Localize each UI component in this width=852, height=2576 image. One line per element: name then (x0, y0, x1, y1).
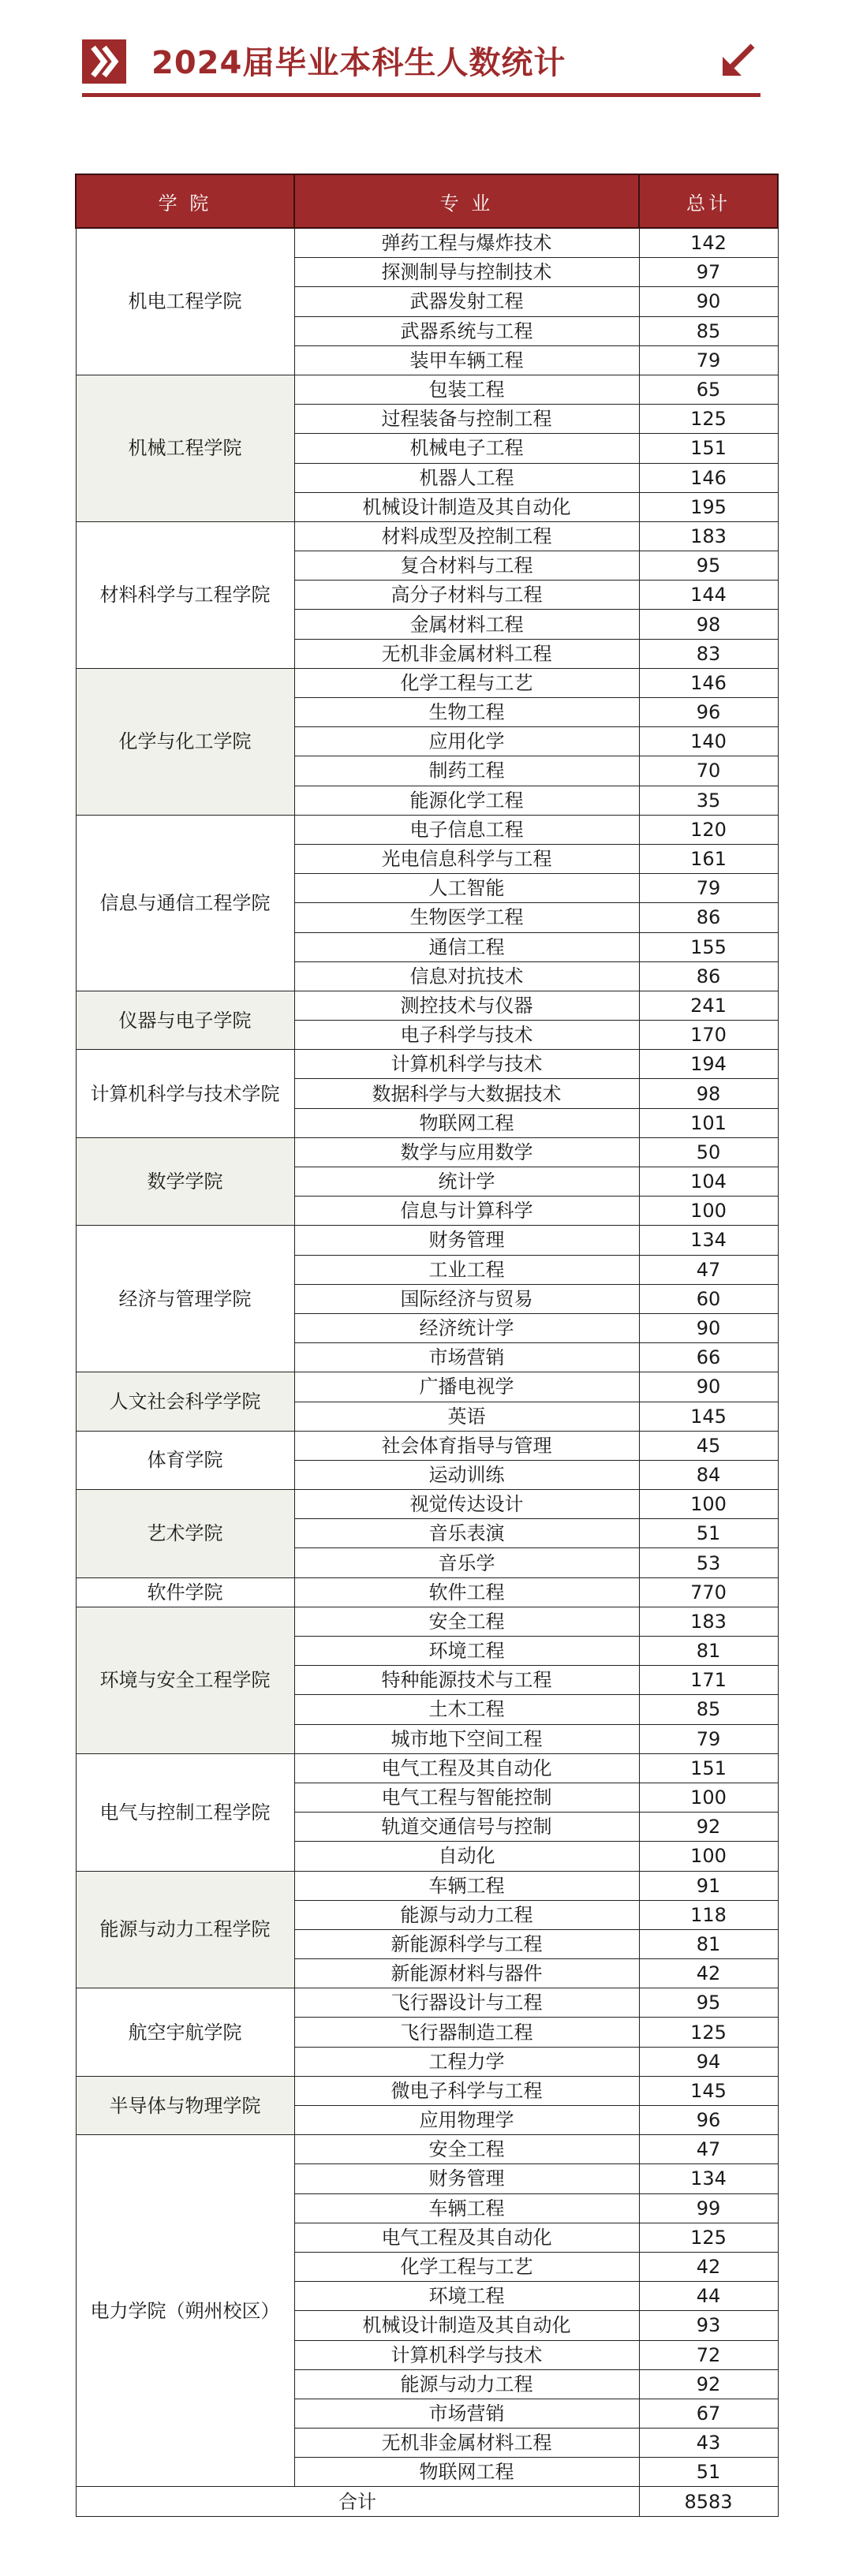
table-body (76, 228, 778, 2516)
double-chevron-right-icon (82, 39, 126, 84)
table-row (76, 1050, 778, 1079)
major-cell: 能源与动力工程 (294, 2369, 639, 2399)
total-value: 8583 (639, 2487, 778, 2516)
college-cell: 软件学院 (76, 1577, 294, 1607)
major-cell: 应用物理学 (294, 2106, 639, 2135)
major-cell: 探测制导与控制技术 (294, 258, 639, 287)
count-cell: 91 (639, 1871, 778, 1900)
college-cell: 人文社会科学学院 (76, 1372, 294, 1431)
count-cell: 151 (639, 1753, 778, 1783)
major-cell: 机械电子工程 (294, 434, 639, 463)
major-cell: 化学工程与工艺 (294, 668, 639, 697)
major-cell: 安全工程 (294, 2135, 639, 2164)
major-cell: 财务管理 (294, 2164, 639, 2193)
count-cell: 101 (639, 1108, 778, 1137)
major-cell: 轨道交通信号与控制 (294, 1813, 639, 1842)
major-cell: 装甲车辆工程 (294, 345, 639, 375)
major-cell: 软件工程 (294, 1577, 639, 1607)
major-cell: 环境工程 (294, 1637, 639, 1666)
major-cell: 武器发射工程 (294, 287, 639, 316)
major-cell: 包装工程 (294, 375, 639, 404)
major-cell: 自动化 (294, 1842, 639, 1871)
count-cell: 35 (639, 786, 778, 815)
count-cell: 96 (639, 2106, 778, 2135)
table-row (76, 1372, 778, 1402)
count-cell: 53 (639, 1548, 778, 1577)
table-row (76, 1137, 778, 1167)
count-cell: 241 (639, 991, 778, 1020)
table-row (76, 991, 778, 1020)
count-cell: 100 (639, 1490, 778, 1519)
count-cell: 47 (639, 1255, 778, 1284)
table-row (76, 1988, 778, 2018)
major-cell: 信息与计算科学 (294, 1197, 639, 1226)
count-cell: 72 (639, 2340, 778, 2369)
major-cell: 化学工程与工艺 (294, 2252, 639, 2281)
count-cell: 183 (639, 521, 778, 551)
header-college: 学 院 (76, 174, 294, 228)
page-title: 2024届毕业本科生人数统计 (151, 45, 566, 81)
count-cell: 50 (639, 1137, 778, 1167)
major-cell: 音乐表演 (294, 1519, 639, 1548)
table-row (76, 2135, 778, 2164)
count-cell: 85 (639, 316, 778, 345)
count-cell: 83 (639, 639, 778, 668)
count-cell: 84 (639, 1460, 778, 1489)
count-cell: 144 (639, 581, 778, 610)
count-cell: 161 (639, 844, 778, 873)
table-row (76, 228, 778, 258)
major-cell: 运动训练 (294, 1460, 639, 1489)
count-cell: 171 (639, 1666, 778, 1695)
count-cell: 125 (639, 405, 778, 434)
college-cell: 化学与化工学院 (76, 668, 294, 815)
table-row (76, 1607, 778, 1636)
major-cell: 数学与应用数学 (294, 1137, 639, 1167)
count-cell: 70 (639, 756, 778, 786)
major-cell: 市场营销 (294, 1343, 639, 1372)
college-cell: 信息与通信工程学院 (76, 815, 294, 991)
major-cell: 信息对抗技术 (294, 961, 639, 991)
header-rule (82, 93, 760, 97)
count-cell: 81 (639, 1929, 778, 1958)
count-cell: 65 (639, 375, 778, 404)
major-cell: 社会体育指导与管理 (294, 1431, 639, 1460)
major-cell: 制药工程 (294, 756, 639, 786)
count-cell: 79 (639, 1724, 778, 1753)
major-cell: 物联网工程 (294, 1108, 639, 1137)
count-cell: 79 (639, 874, 778, 903)
major-cell: 机械设计制造及其自动化 (294, 2311, 639, 2340)
count-cell: 155 (639, 932, 778, 961)
major-cell: 市场营销 (294, 2399, 639, 2428)
count-cell: 67 (639, 2399, 778, 2428)
count-cell: 98 (639, 610, 778, 639)
count-cell: 86 (639, 903, 778, 932)
table-row (76, 2076, 778, 2105)
count-cell: 194 (639, 1050, 778, 1079)
major-cell: 英语 (294, 1402, 639, 1431)
major-cell: 统计学 (294, 1167, 639, 1197)
count-cell: 47 (639, 2135, 778, 2164)
count-cell: 96 (639, 698, 778, 727)
major-cell: 经济统计学 (294, 1313, 639, 1342)
graduate-statistics-table (75, 174, 779, 2517)
table-header-row (76, 174, 778, 228)
count-cell: 146 (639, 463, 778, 492)
count-cell: 183 (639, 1607, 778, 1636)
table-row (76, 1753, 778, 1783)
count-cell: 92 (639, 2369, 778, 2399)
major-cell: 环境工程 (294, 2282, 639, 2311)
major-cell: 应用化学 (294, 727, 639, 756)
count-cell: 100 (639, 1197, 778, 1226)
count-cell: 60 (639, 1284, 778, 1313)
major-cell: 能源与动力工程 (294, 1900, 639, 1929)
college-cell: 数学学院 (76, 1137, 294, 1226)
major-cell: 光电信息科学与工程 (294, 844, 639, 873)
major-cell: 材料成型及控制工程 (294, 521, 639, 551)
major-cell: 工程力学 (294, 2047, 639, 2076)
major-cell: 电子信息工程 (294, 815, 639, 844)
count-cell: 100 (639, 1842, 778, 1871)
count-cell: 94 (639, 2047, 778, 2076)
header-total: 总计 (639, 174, 778, 228)
count-cell: 125 (639, 2018, 778, 2047)
table-row (76, 1431, 778, 1460)
count-cell: 170 (639, 1021, 778, 1050)
count-cell: 146 (639, 668, 778, 697)
count-cell: 42 (639, 1959, 778, 1988)
count-cell: 90 (639, 287, 778, 316)
count-cell: 770 (639, 1577, 778, 1607)
college-cell: 体育学院 (76, 1431, 294, 1489)
count-cell: 51 (639, 1519, 778, 1548)
college-cell: 航空宇航学院 (76, 1988, 294, 2077)
count-cell: 95 (639, 1988, 778, 2018)
count-cell: 85 (639, 1695, 778, 1724)
count-cell: 145 (639, 1402, 778, 1431)
major-cell: 过程装备与控制工程 (294, 405, 639, 434)
header-major: 专 业 (294, 174, 639, 228)
total-row (76, 2487, 778, 2516)
count-cell: 93 (639, 2311, 778, 2340)
major-cell: 微电子科学与工程 (294, 2076, 639, 2105)
college-cell: 材料科学与工程学院 (76, 521, 294, 668)
count-cell: 92 (639, 1813, 778, 1842)
count-cell: 98 (639, 1079, 778, 1108)
major-cell: 金属材料工程 (294, 610, 639, 639)
major-cell: 测控技术与仪器 (294, 991, 639, 1020)
major-cell: 机器人工程 (294, 463, 639, 492)
count-cell: 51 (639, 2458, 778, 2487)
major-cell: 工业工程 (294, 1255, 639, 1284)
major-cell: 广播电视学 (294, 1372, 639, 1402)
count-cell: 145 (639, 2076, 778, 2105)
table-row (76, 815, 778, 844)
major-cell: 数据科学与大数据技术 (294, 1079, 639, 1108)
major-cell: 计算机科学与技术 (294, 2340, 639, 2369)
college-cell: 电力学院（朔州校区） (76, 2135, 294, 2487)
count-cell: 125 (639, 2223, 778, 2252)
major-cell: 高分子材料与工程 (294, 581, 639, 610)
major-cell: 财务管理 (294, 1226, 639, 1255)
major-cell: 电气工程与智能控制 (294, 1783, 639, 1812)
major-cell: 土木工程 (294, 1695, 639, 1724)
major-cell: 车辆工程 (294, 2193, 639, 2223)
count-cell: 100 (639, 1783, 778, 1812)
college-cell: 环境与安全工程学院 (76, 1607, 294, 1753)
major-cell: 人工智能 (294, 874, 639, 903)
page-header (82, 39, 760, 95)
count-cell: 151 (639, 434, 778, 463)
table-row (76, 375, 778, 404)
count-cell: 45 (639, 1431, 778, 1460)
major-cell: 机械设计制造及其自动化 (294, 492, 639, 521)
count-cell: 140 (639, 727, 778, 756)
count-cell: 79 (639, 345, 778, 375)
count-cell: 81 (639, 1637, 778, 1666)
major-cell: 生物工程 (294, 698, 639, 727)
major-cell: 无机非金属材料工程 (294, 639, 639, 668)
major-cell: 生物医学工程 (294, 903, 639, 932)
major-cell: 电气工程及其自动化 (294, 2223, 639, 2252)
major-cell: 能源化学工程 (294, 786, 639, 815)
college-cell: 能源与动力工程学院 (76, 1871, 294, 1988)
major-cell: 新能源科学与工程 (294, 1929, 639, 1958)
college-cell: 半导体与物理学院 (76, 2076, 294, 2134)
major-cell: 无机非金属材料工程 (294, 2429, 639, 2458)
major-cell: 弹药工程与爆炸技术 (294, 228, 639, 258)
count-cell: 90 (639, 1372, 778, 1402)
major-cell: 国际经济与贸易 (294, 1284, 639, 1313)
major-cell: 车辆工程 (294, 1871, 639, 1900)
major-cell: 特种能源技术与工程 (294, 1666, 639, 1695)
count-cell: 118 (639, 1900, 778, 1929)
count-cell: 134 (639, 1226, 778, 1255)
college-cell: 仪器与电子学院 (76, 991, 294, 1049)
count-cell: 90 (639, 1313, 778, 1342)
major-cell: 音乐学 (294, 1548, 639, 1577)
major-cell: 飞行器设计与工程 (294, 1988, 639, 2018)
table-row (76, 668, 778, 697)
count-cell: 195 (639, 492, 778, 521)
count-cell: 42 (639, 2252, 778, 2281)
total-label: 合计 (76, 2487, 639, 2516)
count-cell: 95 (639, 551, 778, 581)
table-row (76, 521, 778, 551)
major-cell: 计算机科学与技术 (294, 1050, 639, 1079)
count-cell: 134 (639, 2164, 778, 2193)
college-cell: 电气与控制工程学院 (76, 1753, 294, 1871)
college-cell: 计算机科学与技术学院 (76, 1050, 294, 1138)
college-cell: 艺术学院 (76, 1490, 294, 1578)
count-cell: 86 (639, 961, 778, 991)
major-cell: 复合材料与工程 (294, 551, 639, 581)
major-cell: 视觉传达设计 (294, 1490, 639, 1519)
count-cell: 99 (639, 2193, 778, 2223)
table-row (76, 1490, 778, 1519)
arrow-down-left-icon (719, 41, 757, 79)
major-cell: 电子科学与技术 (294, 1021, 639, 1050)
college-cell: 机械工程学院 (76, 375, 294, 521)
count-cell: 104 (639, 1167, 778, 1197)
major-cell: 安全工程 (294, 1607, 639, 1636)
table-row (76, 1226, 778, 1255)
major-cell: 飞行器制造工程 (294, 2018, 639, 2047)
college-cell: 机电工程学院 (76, 228, 294, 375)
count-cell: 44 (639, 2282, 778, 2311)
count-cell: 120 (639, 815, 778, 844)
major-cell: 新能源材料与器件 (294, 1959, 639, 1988)
table-row (76, 1577, 778, 1607)
major-cell: 城市地下空间工程 (294, 1724, 639, 1753)
major-cell: 通信工程 (294, 932, 639, 961)
count-cell: 97 (639, 258, 778, 287)
count-cell: 66 (639, 1343, 778, 1372)
count-cell: 142 (639, 228, 778, 258)
major-cell: 武器系统与工程 (294, 316, 639, 345)
major-cell: 电气工程及其自动化 (294, 1753, 639, 1783)
major-cell: 物联网工程 (294, 2458, 639, 2487)
count-cell: 43 (639, 2429, 778, 2458)
table-row (76, 1871, 778, 1900)
college-cell: 经济与管理学院 (76, 1226, 294, 1372)
